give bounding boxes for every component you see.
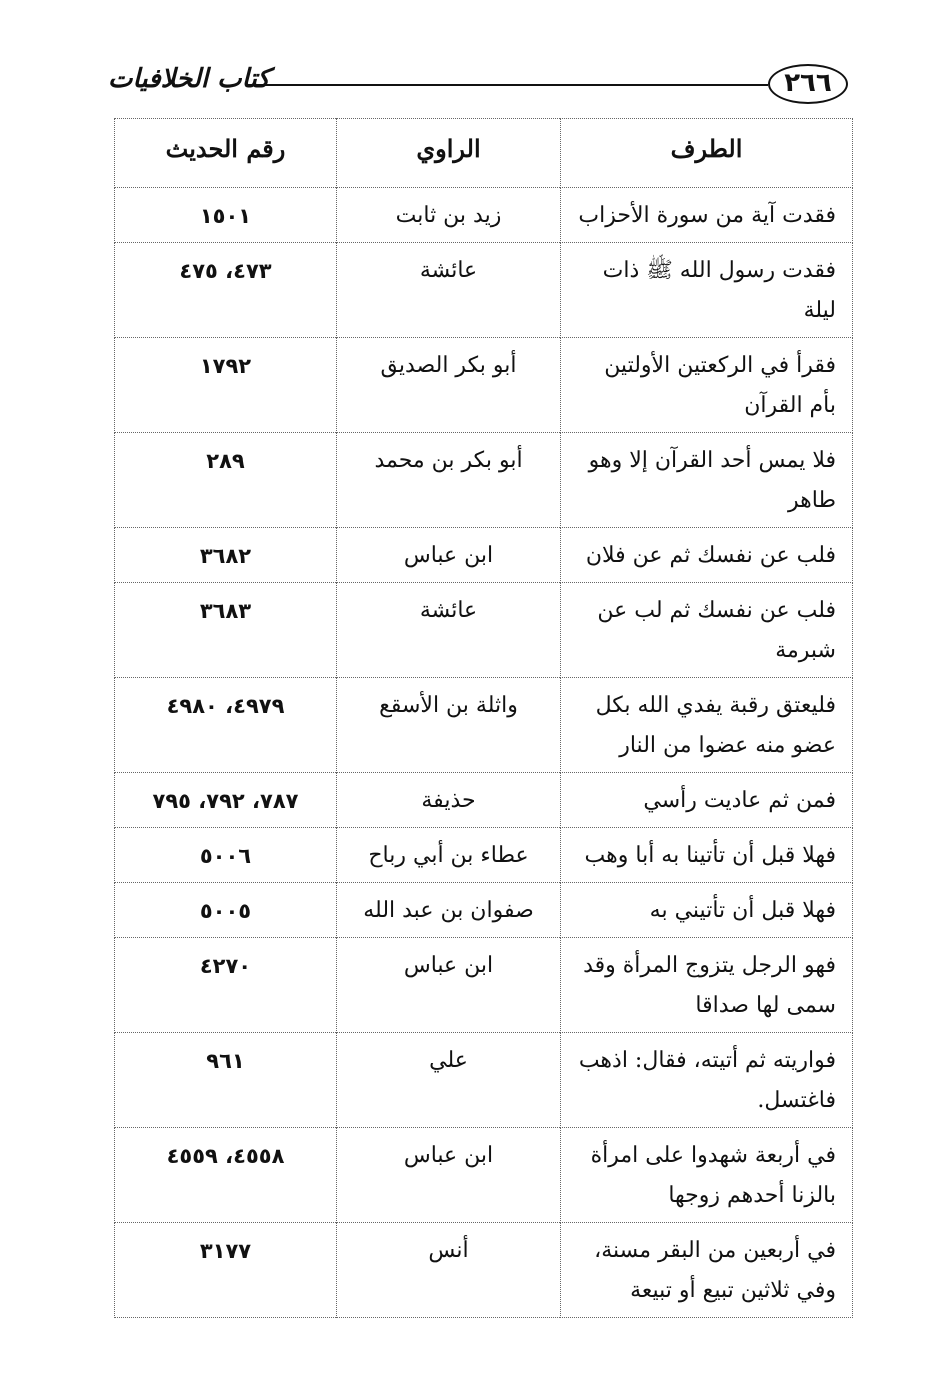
- tarf-cell: فقرأ في الركعتين الأولتين بأم القرآن: [561, 338, 853, 433]
- rawi-cell: علي: [337, 1033, 561, 1128]
- tarf-cell: فقدت آية من سورة الأحزاب: [561, 188, 853, 243]
- table-row: [115, 338, 853, 433]
- rawi-cell: حذيفة: [337, 773, 561, 828]
- book-title: كتاب الخلافيات: [108, 64, 270, 94]
- rawi-cell: أبو بكر بن محمد: [337, 433, 561, 528]
- column-header-rawi: الراوي: [337, 119, 561, 188]
- page-number: ٢٦٦: [768, 64, 848, 104]
- rawi-cell: ابن عباس: [337, 1128, 561, 1223]
- table-row: [115, 243, 853, 338]
- table-row: [115, 883, 853, 938]
- hadith-number-cell: ٤٩٧٩، ٤٩٨٠: [115, 678, 337, 773]
- tarf-cell: فلا يمس أحد القرآن إلا وهو طاهر: [561, 433, 853, 528]
- table-row: [115, 828, 853, 883]
- rawi-cell: عائشة: [337, 583, 561, 678]
- hadith-number-cell: ٤٧٣، ٤٧٥: [115, 243, 337, 338]
- table-row: [115, 1128, 853, 1223]
- page-header: [108, 62, 848, 114]
- table-row: [115, 433, 853, 528]
- hadith-number-cell: ٣١٧٧: [115, 1223, 337, 1318]
- rawi-cell: أبو بكر الصديق: [337, 338, 561, 433]
- hadith-number-cell: ٥٠٠٥: [115, 883, 337, 938]
- rawi-cell: واثلة بن الأسقع: [337, 678, 561, 773]
- tarf-cell: في أربعة شهدوا على امرأة بالزنا أحدهم زوجها: [561, 1128, 853, 1223]
- tarf-cell: فهو الرجل يتزوج المرأة وقد سمى لها صداقا: [561, 938, 853, 1033]
- hadith-number-cell: ٧٨٧، ٧٩٢، ٧٩٥: [115, 773, 337, 828]
- tarf-cell: فهلا قبل أن تأتينا به أبا وهب: [561, 828, 853, 883]
- hadith-number-cell: ٤٥٥٨، ٤٥٥٩: [115, 1128, 337, 1223]
- hadith-index-table: [114, 118, 853, 1318]
- table-row: [115, 1223, 853, 1318]
- table-row: [115, 528, 853, 583]
- rawi-cell: ابن عباس: [337, 528, 561, 583]
- tarf-cell: فقدت رسول الله ﷺ ذات ليلة: [561, 243, 853, 338]
- tarf-cell: فواريته ثم أتيته، فقال: اذهب فاغتسل.: [561, 1033, 853, 1128]
- hadith-number-cell: ٢٨٩: [115, 433, 337, 528]
- hadith-number-cell: ٣٦٨٣: [115, 583, 337, 678]
- table-header-row: [115, 119, 853, 188]
- tarf-cell: فلب عن نفسك ثم عن فلان: [561, 528, 853, 583]
- tarf-cell: فمن ثم عاديت رأسي: [561, 773, 853, 828]
- table-row: [115, 188, 853, 243]
- hadith-number-cell: ٥٠٠٦: [115, 828, 337, 883]
- rawi-cell: صفوان بن عبد الله: [337, 883, 561, 938]
- table-row: [115, 938, 853, 1033]
- table-row: [115, 583, 853, 678]
- rawi-cell: زيد بن ثابت: [337, 188, 561, 243]
- table-row: [115, 678, 853, 773]
- column-header-tarf: الطرف: [561, 119, 853, 188]
- hadith-index-table-container: [114, 118, 852, 1318]
- hadith-number-cell: ٣٦٨٢: [115, 528, 337, 583]
- column-header-hadith-number: رقم الحديث: [115, 119, 337, 188]
- hadith-number-cell: ٤٢٧٠: [115, 938, 337, 1033]
- hadith-number-cell: ٩٦١: [115, 1033, 337, 1128]
- rawi-cell: أنس: [337, 1223, 561, 1318]
- hadith-number-cell: ١٧٩٢: [115, 338, 337, 433]
- rawi-cell: عطاء بن أبي رباح: [337, 828, 561, 883]
- tarf-cell: في أربعين من البقر مسنة، وفي ثلاثين تبيع أو تبيعة: [561, 1223, 853, 1318]
- rawi-cell: ابن عباس: [337, 938, 561, 1033]
- header-rule: [248, 84, 768, 86]
- tarf-cell: فلب عن نفسك ثم لب عن شبرمة: [561, 583, 853, 678]
- table-row: [115, 773, 853, 828]
- hadith-number-cell: ١٥٠١: [115, 188, 337, 243]
- tarf-cell: فهلا قبل أن تأتيني به: [561, 883, 853, 938]
- table-row: [115, 1033, 853, 1128]
- rawi-cell: عائشة: [337, 243, 561, 338]
- tarf-cell: فليعتق رقبة يفدي الله بكل عضو منه عضوا من النار: [561, 678, 853, 773]
